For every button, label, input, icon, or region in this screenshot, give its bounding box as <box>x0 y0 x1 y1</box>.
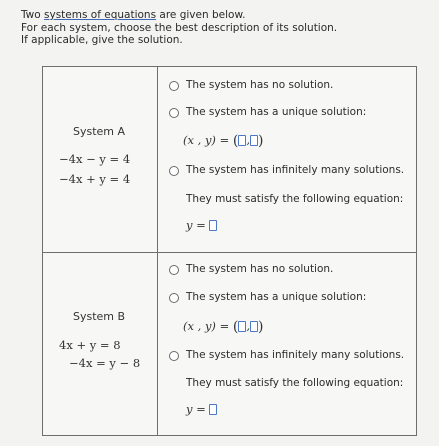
intro-line-1 <box>21 9 337 22</box>
system-a-no-solution-radio[interactable] <box>169 81 179 91</box>
systems-of-equations-link[interactable]: systems of equations <box>44 9 157 21</box>
close-paren: ) <box>258 319 264 335</box>
system-a-x-input[interactable] <box>238 135 246 146</box>
system-a-unique-solution: (x , y) = ( , ) <box>183 133 264 149</box>
system-b-x-input[interactable] <box>238 321 246 332</box>
system-b-no-solution-label[interactable]: The system has no solution. <box>186 263 334 275</box>
system-a-y-expression: y = <box>186 218 206 232</box>
column-divider <box>157 67 158 435</box>
close-paren: ) <box>258 133 264 149</box>
row-divider <box>43 252 416 253</box>
open-paren: ( <box>232 133 239 149</box>
system-b-equation <box>186 402 217 416</box>
system-b-unique-solution: (x , y) = ( , ) <box>183 319 264 335</box>
system-b-must-satisfy-text: They must satisfy the following equation: <box>186 377 404 389</box>
system-a-equation-input[interactable] <box>209 220 217 231</box>
instructions <box>21 9 337 47</box>
system-a-infinite-label[interactable]: The system has infinitely many solutions. <box>186 164 405 176</box>
system-b-xy-expression: (x , y) = <box>183 319 230 333</box>
intro-line-2: For each system, choose the best description of its solution. <box>21 21 338 34</box>
system-b-equation-input[interactable] <box>209 404 217 415</box>
system-b-eq1: 4x + y = 8 <box>59 338 121 352</box>
systems-table <box>42 66 417 436</box>
system-b-infinite-radio[interactable] <box>169 351 179 361</box>
system-a-infinite-radio[interactable] <box>169 166 179 176</box>
system-a-unique-radio[interactable] <box>169 108 179 118</box>
system-b-y-expression: y = <box>186 402 206 416</box>
system-b-infinite-label[interactable]: The system has infinitely many solutions. <box>186 349 405 361</box>
system-b-unique-radio[interactable] <box>169 293 179 303</box>
system-a-eq1: −4x − y = 4 <box>59 152 131 166</box>
system-a-eq2: −4x + y = 4 <box>59 172 131 186</box>
open-paren: ( <box>232 319 239 335</box>
intro-suffix: are given below. <box>159 9 246 21</box>
system-a-label: System A <box>73 125 126 138</box>
system-b-eq2: −4x = y − 8 <box>69 356 141 370</box>
system-b-no-solution-radio[interactable] <box>169 265 179 275</box>
system-a-xy-expression: (x , y) = <box>183 133 230 147</box>
system-b-y-input[interactable] <box>250 321 258 332</box>
system-a-y-input[interactable] <box>250 135 258 146</box>
system-b-label: System B <box>73 310 126 323</box>
intro-prefix: Two <box>21 9 41 21</box>
system-a-must-satisfy-text: They must satisfy the following equation: <box>186 193 404 205</box>
system-a-no-solution-label[interactable]: The system has no solution. <box>186 79 334 91</box>
system-a-unique-label[interactable]: The system has a unique solution: <box>186 106 367 118</box>
system-b-unique-label[interactable]: The system has a unique solution: <box>186 291 367 303</box>
system-a-equation <box>186 218 217 232</box>
intro-line-3: If applicable, give the solution. <box>21 34 183 46</box>
